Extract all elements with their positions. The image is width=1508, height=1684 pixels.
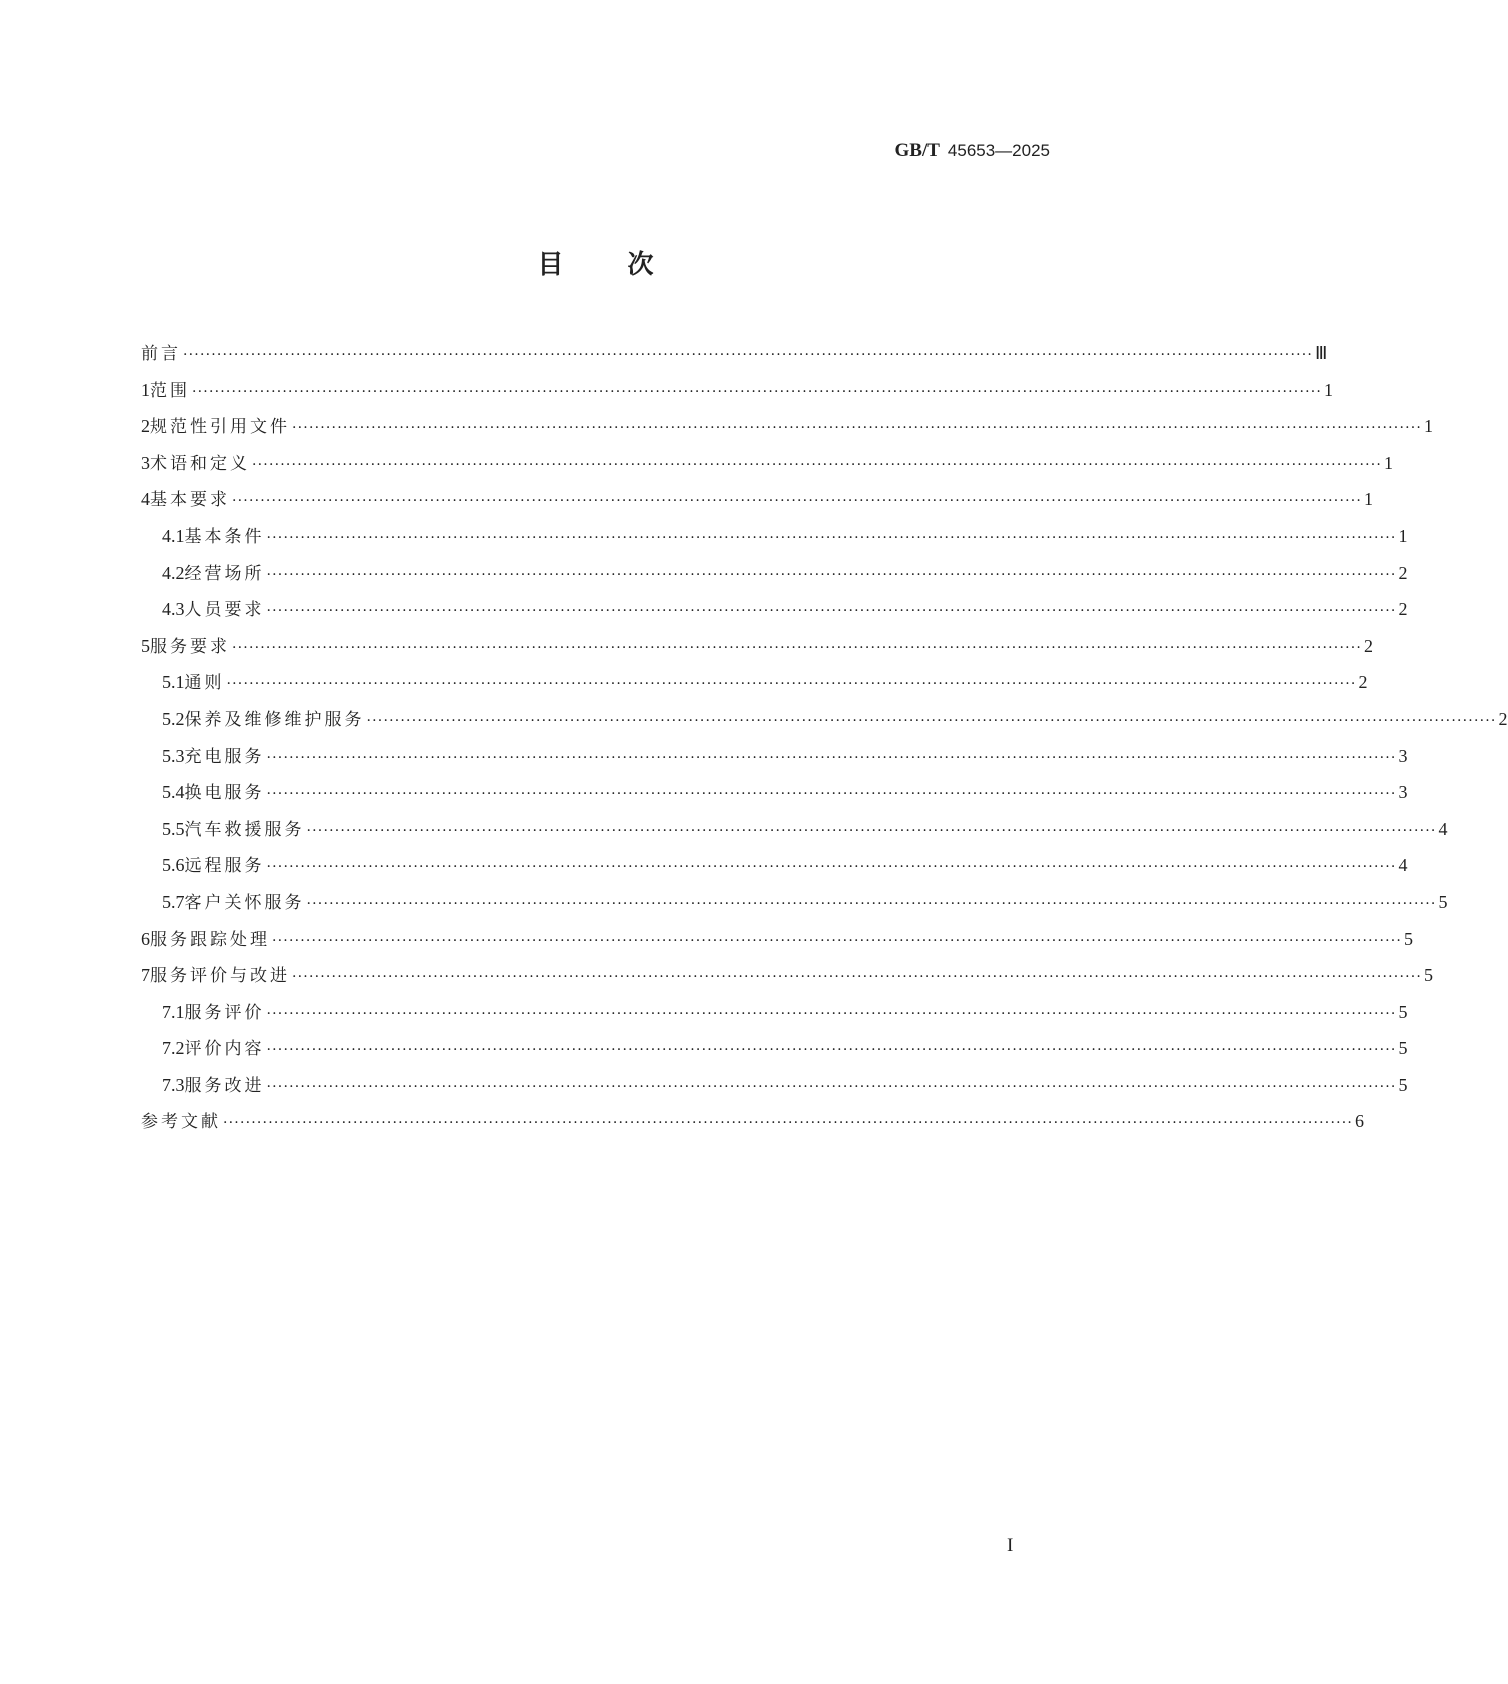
toc-number: 2 (141, 416, 150, 437)
toc-number: 7.1 (162, 1001, 185, 1022)
toc-page: 4 (1438, 818, 1448, 839)
toc-page: 2 (1398, 599, 1408, 620)
toc-entry[interactable] (141, 815, 1448, 852)
toc-page: 2 (1364, 635, 1374, 656)
toc-entry[interactable] (141, 925, 1414, 962)
toc-page: 4 (1398, 855, 1408, 876)
toc-entry[interactable] (141, 1034, 1408, 1071)
toc-title[interactable]: 通则 (184, 673, 225, 694)
toc-entry[interactable] (141, 449, 1394, 486)
toc-title[interactable]: 人员要求 (184, 600, 265, 621)
toc-page: 5 (1398, 1001, 1408, 1022)
toc-number: 6 (141, 928, 150, 949)
toc-entry[interactable] (141, 595, 1408, 632)
toc-page: 3 (1398, 745, 1408, 766)
toc-page: 2 (1358, 672, 1368, 693)
page-title (0, 244, 1191, 281)
title-char: 目 (537, 250, 564, 280)
dot-leader: ········································································································································································································ (366, 712, 1497, 729)
toc-number: 5.4 (162, 782, 185, 803)
dot-leader: ········································································································································································································ (266, 1078, 1397, 1095)
toc-number: 4.3 (162, 599, 185, 620)
toc-title[interactable]: 服务评价与改进 (150, 966, 290, 987)
toc-number: 5.2 (162, 708, 185, 729)
dot-leader: ········································································································································································································ (266, 529, 1397, 546)
toc-page: 1 (1398, 525, 1408, 546)
toc-title[interactable]: 服务改进 (184, 1075, 265, 1096)
toc-page: 2 (1498, 708, 1508, 729)
toc-title[interactable]: 基本条件 (184, 526, 265, 547)
toc-title[interactable]: 服务跟踪处理 (150, 929, 270, 950)
toc-entry[interactable] (141, 888, 1448, 925)
dot-leader: ········································································································································································································ (226, 676, 1357, 693)
toc-entry[interactable] (141, 632, 1374, 669)
toc-number: 3 (141, 452, 150, 473)
toc-number: 7.3 (162, 1074, 185, 1095)
dot-leader: ········································································································································································································ (266, 1042, 1397, 1059)
dot-leader: ········································································································································································································ (232, 493, 1363, 510)
toc-title[interactable]: 规范性引用文件 (150, 417, 290, 438)
toc-page: 1 (1324, 379, 1334, 400)
toc-title[interactable]: 客户关怀服务 (184, 892, 305, 913)
toc-page: 1 (1384, 452, 1394, 473)
toc-title[interactable]: 范围 (150, 380, 190, 401)
dot-leader: ········································································································································································································ (306, 895, 1437, 912)
dot-leader: ········································································································································································································ (232, 639, 1363, 656)
toc-title[interactable]: 基本要求 (150, 490, 230, 511)
toc-page: 5 (1404, 928, 1414, 949)
toc-entry[interactable] (141, 851, 1408, 888)
toc-number: 5.1 (162, 672, 185, 693)
dot-leader: ········································································································································································································ (266, 749, 1397, 766)
toc-title[interactable]: 前言 (141, 344, 181, 364)
toc-page: 1 (1364, 489, 1374, 510)
toc-entry[interactable] (141, 412, 1434, 449)
dot-leader: ········································································································································································································ (292, 420, 1423, 437)
toc-entry[interactable] (141, 961, 1434, 998)
dot-leader: ········································································································································································································ (252, 456, 1383, 473)
toc-title[interactable]: 保养及维修维护服务 (184, 709, 365, 730)
toc-title[interactable]: 充电服务 (184, 746, 265, 767)
dot-leader: ········································································································································································································ (266, 786, 1397, 803)
toc-title[interactable]: 评价内容 (184, 1039, 265, 1060)
toc-number: 5.7 (162, 891, 185, 912)
toc-page: 5 (1438, 891, 1448, 912)
dot-leader: ········································································································································································································ (272, 932, 1403, 949)
table-of-contents (141, 339, 1508, 1144)
toc-page: 5 (1398, 1074, 1408, 1095)
toc-entry[interactable] (141, 998, 1408, 1035)
standard-code: GB/T (894, 140, 940, 161)
toc-title[interactable]: 经营场所 (184, 563, 265, 584)
toc-entry[interactable] (141, 522, 1408, 559)
toc-number: 4 (141, 489, 150, 510)
dot-leader: ········································································································································································································ (183, 347, 1314, 363)
toc-number: 7 (141, 965, 150, 986)
toc-page: 5 (1398, 1038, 1408, 1059)
dot-leader: ········································································································································································································ (223, 1115, 1354, 1132)
dot-leader: ········································································································································································································ (306, 822, 1437, 839)
toc-entry[interactable] (141, 668, 1368, 705)
toc-entry[interactable] (141, 339, 1328, 376)
dot-leader: ········································································································································································································ (266, 603, 1397, 620)
toc-title[interactable]: 术语和定义 (150, 453, 250, 474)
toc-page: 5 (1424, 965, 1434, 986)
dot-leader: ········································································································································································································ (266, 566, 1397, 583)
toc-number: 7.2 (162, 1038, 185, 1059)
document-header (895, 140, 1051, 162)
toc-title[interactable]: 换电服务 (184, 783, 265, 804)
toc-number: 5.3 (162, 745, 185, 766)
toc-page: 3 (1398, 782, 1408, 803)
toc-entry[interactable] (141, 742, 1408, 779)
toc-number: 4.1 (162, 525, 185, 546)
dot-leader: ········································································································································································································ (192, 383, 1323, 400)
toc-page: 2 (1398, 562, 1408, 583)
toc-entry[interactable] (141, 705, 1508, 742)
toc-number: 5 (141, 635, 150, 656)
toc-entry[interactable] (141, 778, 1408, 815)
title-char: 次 (627, 250, 654, 280)
toc-page: 1 (1424, 416, 1434, 437)
toc-entry[interactable] (141, 1107, 1365, 1144)
dot-leader: ········································································································································································································ (292, 969, 1423, 986)
page-number: I (1007, 1535, 1014, 1556)
standard-number: 45653—2025 (947, 141, 1050, 160)
toc-page: Ⅲ (1315, 343, 1328, 363)
toc-entry[interactable] (141, 1071, 1408, 1108)
dot-leader: ········································································································································································································ (266, 859, 1397, 876)
toc-title[interactable]: 远程服务 (184, 856, 265, 877)
toc-number: 5.5 (162, 818, 185, 839)
toc-title[interactable]: 参考文献 (141, 1112, 221, 1133)
toc-title[interactable]: 服务评价 (184, 1002, 265, 1023)
toc-number: 5.6 (162, 855, 185, 876)
toc-entry[interactable] (141, 485, 1374, 522)
toc-page: 6 (1355, 1111, 1365, 1132)
toc-entry[interactable] (141, 376, 1334, 413)
toc-title[interactable]: 汽车救援服务 (184, 819, 305, 840)
dot-leader: ········································································································································································································ (266, 1005, 1397, 1022)
toc-number: 1 (141, 379, 150, 400)
toc-entry[interactable] (141, 559, 1408, 596)
toc-title[interactable]: 服务要求 (150, 636, 230, 657)
toc-number: 4.2 (162, 562, 185, 583)
